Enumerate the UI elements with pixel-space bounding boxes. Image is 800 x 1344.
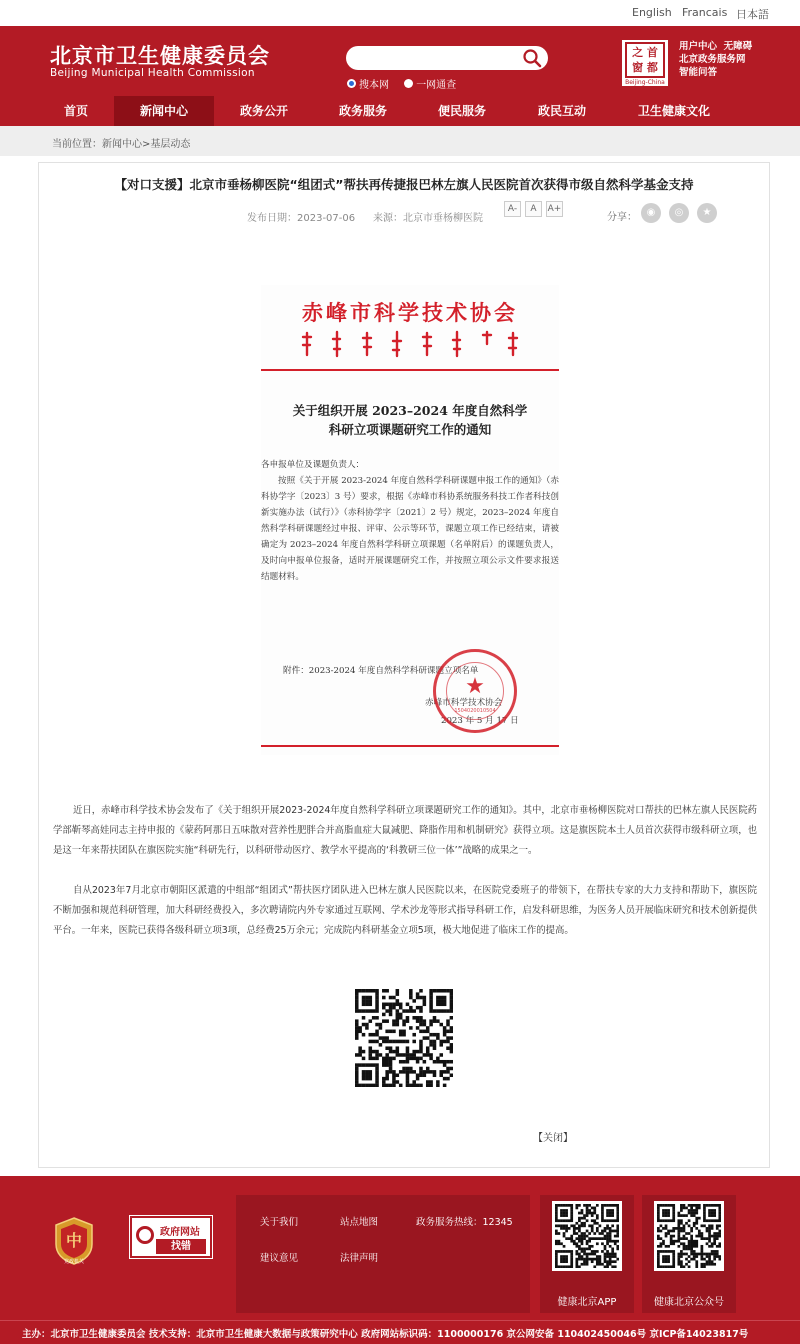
official-seal-stamp: ★ 1504020010504: [433, 649, 517, 733]
site-logo-cn[interactable]: 北京市卫生健康委员会: [50, 44, 270, 68]
radio-search-all[interactable]: 一网通查: [404, 76, 456, 91]
user-center-link[interactable]: 用户中心: [679, 41, 718, 52]
article-paragraph-2: 自从2023年7月北京市朝阳区派遣的中组部“组团式”帮扶医疗团队进入巴林左旗人民医院以来，在医院党委班子的带领下，在帮扶专家的大力支持和帮助下，旗医院不断加强和规范科研管理，加大科研经费投入，多次聘请院内外专家通过互联网、学术沙龙等形式指导科研工作，启发科研思维，为医务人员开展临床研究和技术创新提供平台。一年来，医院已获得各级科研立项3项，总经费25万余元；完成院内科研基金立项5项，极大地促进了临床工作的提高。: [53, 885, 757, 936]
doc-salutation: 各申报单位及课题负责人：: [261, 460, 365, 470]
doc-title: 关于组织开展 2023–2024 年度自然科学 科研立项课题研究工作的通知: [292, 403, 528, 437]
site-registration-info: 主办：北京市卫生健康委员会 技术支持：北京市卫生健康大数据与政策研究中心 政府网站标识码：1100000176 京公网安备 110402450046号 京ICP备14023817号: [22, 1329, 749, 1340]
svg-text:党政机关: 党政机关: [63, 1259, 85, 1265]
lang-english-link[interactable]: English: [632, 6, 672, 19]
share-label: 分享：: [607, 212, 637, 223]
gov-site-error-button[interactable]: 政府网站 找错: [130, 1216, 212, 1258]
font-increase-button[interactable]: A+: [546, 201, 563, 217]
search-box: [346, 46, 548, 70]
footer-sitemap-link[interactable]: 站点地图: [340, 1217, 379, 1228]
nav-health-culture[interactable]: 卫生健康文化: [637, 104, 710, 118]
radio-search-site[interactable]: 搜本网: [347, 76, 389, 91]
header-quick-links: [679, 40, 752, 79]
article-container: [38, 162, 770, 1168]
doc-date: 2023 年 5 月 17 日: [441, 716, 519, 726]
footer-hotline: 政务服务热线：12345: [416, 1217, 513, 1228]
close-link[interactable]: 【关闭】: [533, 1133, 573, 1144]
share-favorite-icon[interactable]: ★: [697, 203, 717, 223]
app-qr-panel: [540, 1195, 634, 1313]
nav-gov-service[interactable]: 政务服务: [338, 104, 387, 118]
doc-org-name: 赤峰市科学技术协会: [302, 300, 518, 325]
article-qr-code: [355, 989, 453, 1087]
doc-signature: 赤峰市科学技术协会: [425, 698, 503, 708]
language-bar: [0, 0, 800, 26]
footer-links-panel: [236, 1195, 530, 1313]
notice-document-image: [261, 285, 559, 755]
footer-about-link[interactable]: 关于我们: [260, 1217, 299, 1228]
breadcrumb[interactable]: 当前位置：新闻中心>基层动态: [52, 139, 191, 150]
doc-body: 按照《关于开展 2023-2024 年度自然科学科研课题申报工作的通知》（赤科协学字〔2023〕3 号）要求，根据《赤峰市科协系统服务科技工作者科技创新实施办法（试行）》（赤科协学字〔2021〕2 号）规定，2023–2024 年度自然科学科研课题经过申报、评审、公示等环节，课题立项工作已经结束，请被确定为 2023–2024 年度自然科学科研立项课题（名单附后）的课题负责人，及时向申报单位报备，适时开展课题研究工作，并按照立项公示文件要求报送结题材料。: [261, 476, 559, 582]
nav-interaction[interactable]: 政民互动: [537, 104, 586, 118]
app-qr-label: 健康北京APP: [557, 1297, 617, 1308]
smart-qa-link[interactable]: 智能问答: [679, 67, 718, 78]
capital-window-caption: Beijing-China: [625, 79, 665, 86]
doc-footer-rule: [261, 745, 559, 747]
article-source: 来源：北京市垂杨柳医院: [373, 213, 483, 224]
capital-window-seal: 之 首 窗 都: [625, 42, 665, 78]
site-header: [0, 26, 800, 126]
footer-legal-link[interactable]: 法律声明: [340, 1253, 379, 1264]
mongolian-script-decoration: [301, 329, 519, 359]
publish-date: 发布日期：2023-07-06: [247, 213, 356, 224]
wechat-qr-panel: [642, 1195, 736, 1313]
gov-service-link[interactable]: 北京政务服务网: [679, 54, 746, 65]
search-icon: [522, 48, 542, 68]
magnifier-icon: [136, 1226, 154, 1244]
accessibility-link[interactable]: 无障碍: [723, 41, 753, 52]
bottom-info-bar: [0, 1320, 800, 1344]
nav-news-center[interactable]: 新闻中心: [114, 96, 214, 126]
doc-attachment: 附件：2023-2024 年度自然科学科研课题立项名单: [283, 666, 479, 676]
lang-french-link[interactable]: Francais: [682, 6, 728, 19]
wechat-qr-label: 健康北京公众号: [654, 1297, 724, 1308]
share-weibo-icon[interactable]: ◎: [669, 203, 689, 223]
lang-japanese-link[interactable]: 日本語: [736, 8, 769, 21]
footer-feedback-link[interactable]: 建议意见: [260, 1253, 299, 1264]
breadcrumb-bar: [0, 126, 800, 156]
article-title: 【对口支援】北京市垂杨柳医院“组团式”帮扶再传捷报巴林左旗人民医院首次获得市级自然科学基金支持: [114, 177, 694, 192]
svg-text:中: 中: [65, 1231, 83, 1250]
wechat-qr-code: [657, 1204, 721, 1268]
main-nav: [0, 96, 800, 126]
doc-header-rule: [261, 369, 559, 371]
nav-public-service[interactable]: 便民服务: [437, 104, 486, 118]
nav-gov-affairs[interactable]: 政务公开: [239, 104, 288, 118]
site-logo-en: Beijing Municipal Health Commission: [50, 67, 255, 79]
app-qr-code: [555, 1204, 619, 1268]
nav-home[interactable]: 首页: [63, 104, 88, 118]
search-button[interactable]: [522, 48, 542, 68]
font-decrease-button[interactable]: A-: [504, 201, 521, 217]
search-scope: [347, 76, 468, 91]
site-footer: [0, 1176, 800, 1320]
share-wechat-icon[interactable]: ◉: [641, 203, 661, 223]
party-gov-badge-icon[interactable]: [52, 1216, 96, 1266]
search-input[interactable]: [356, 49, 516, 67]
article-paragraph-1: 近日，赤峰市科学技术协会发布了《关于组织开展2023-2024年度自然科学科研立项课题研究工作的通知》。其中，北京市垂杨柳医院对口帮扶的巴林左旗人民医院药学部靳琴高娃同志主持申报的《蒙药阿那日五味散对营养性肥胖合并高脂血症大鼠减肥、降脂作用和机制研究》获得立项。这是旗医院本土人员首次获得市级科研立项，也是这一年来帮扶团队在旗医院实施“科研先行，以科研带动医疗、教学水平提高的‘科教研三位一体’”战略的成果之一。: [53, 805, 757, 856]
capital-window-logo[interactable]: [622, 40, 668, 86]
font-normal-button[interactable]: A: [525, 201, 542, 217]
